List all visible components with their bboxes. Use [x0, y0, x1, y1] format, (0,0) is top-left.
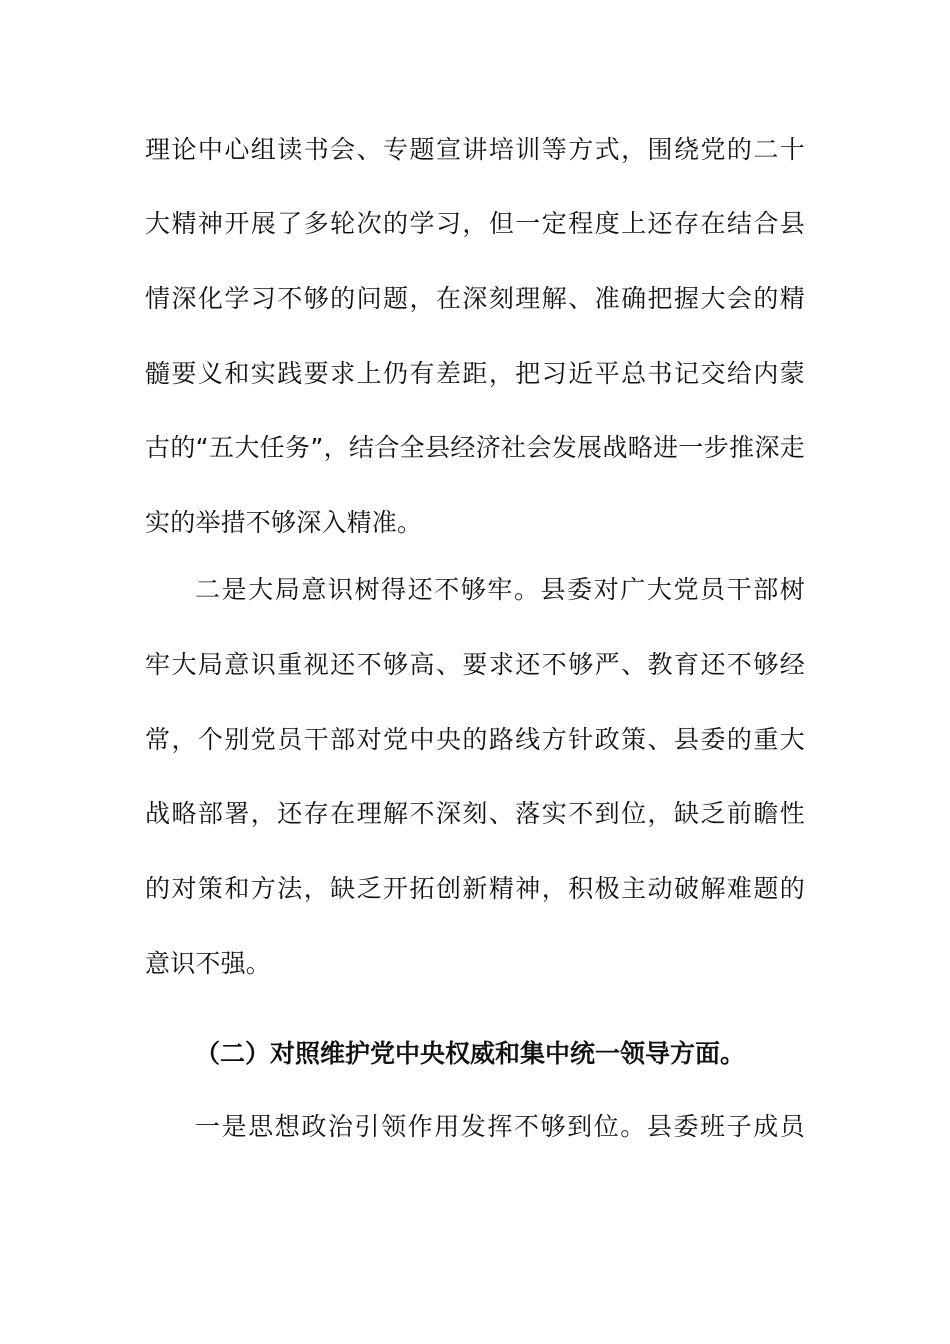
paragraph-line-2: 大精神开展了多轮次的学习，但一定程度上还存在结合县 [145, 209, 805, 238]
paragraph2-line-4: 战略部署，还存在理解不深刻、落实不到位，缺乏前瞻性 [145, 799, 805, 828]
paragraph-line-5: 古的“五大任务”，结合全县经济社会发展战略进一步推深走 [145, 433, 805, 462]
paragraph2-line-1: 二是大局意识树得还不够牢。县委对广大党员干部树 [195, 575, 805, 604]
section-heading: （二）对照维护党中央权威和集中统一领导方面。 [195, 1039, 746, 1068]
paragraph-line-6: 实的举措不够深入精准。 [145, 508, 423, 537]
paragraph2-line-5: 的对策和方法，缺乏开拓创新精神，积极主动破解难题的 [145, 874, 805, 903]
paragraph-line-4: 髓要义和实践要求上仍有差距，把习近平总书记交给内蒙 [145, 359, 805, 388]
paragraph-line-1: 理论中心组读书会、专题宣讲培训等方式，围绕党的二十 [145, 135, 805, 164]
paragraph2-line-2: 牢大局意识重视还不够高、要求还不够严、教育还不够经 [145, 650, 805, 679]
paragraph2-line-6: 意识不强。 [145, 949, 272, 978]
paragraph3-line-1: 一是思想政治引领作用发挥不够到位。县委班子成员 [195, 1112, 805, 1141]
paragraph2-line-3: 常，个别党员干部对党中央的路线方针政策、县委的重大 [145, 725, 805, 754]
paragraph-line-3: 情深化学习不够的问题，在深刻理解、准确把握大会的精 [145, 284, 805, 313]
